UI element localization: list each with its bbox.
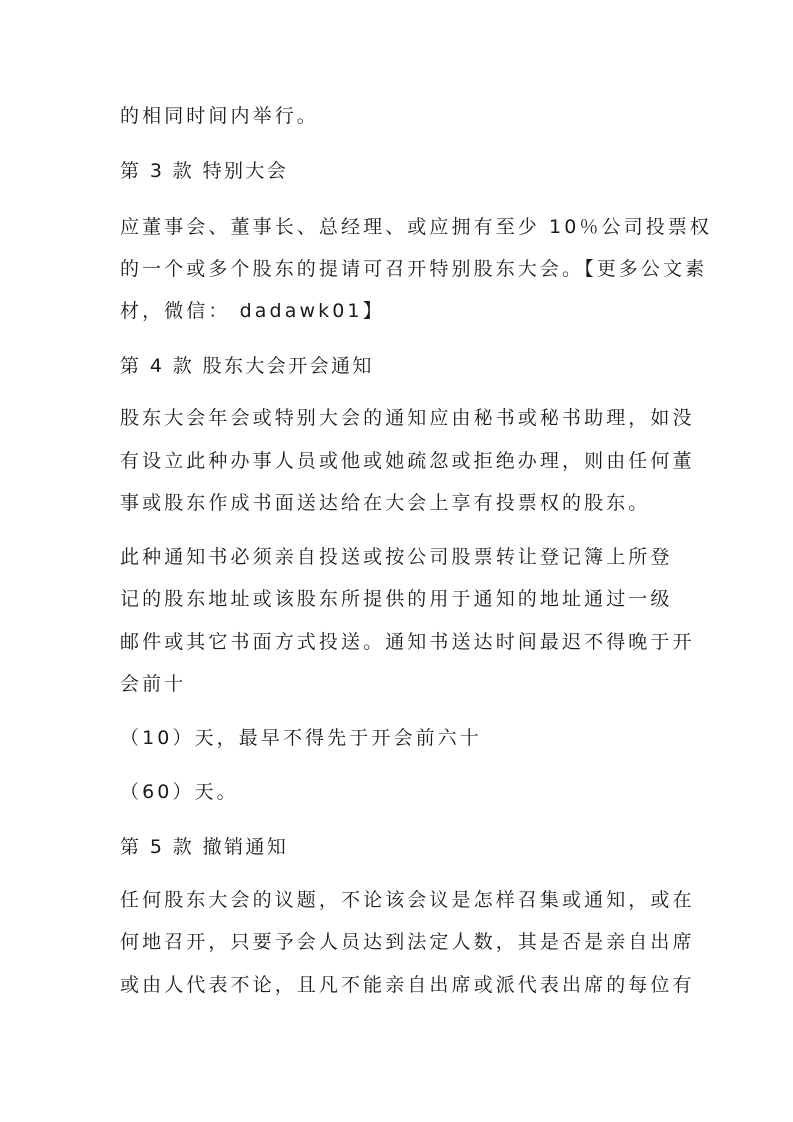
text-line: 何地召开，只要予会人员达到法定人数，其是否是亲自出席 xyxy=(120,931,695,953)
text-line: 应董事会、董事长、总经理、或应拥有至少 10％公司投票权 xyxy=(120,216,713,238)
text-line: 或由人代表不论，且凡不能亲自出席或派代表出席的每位有 xyxy=(120,974,695,996)
text-line: （10）天，最早不得先于开会前六十 xyxy=(120,727,482,749)
text-line: 股东大会年会或特别大会的通知应由秘书或秘书助理，如没 xyxy=(120,407,695,429)
text-line: 的相同时间内举行。 xyxy=(120,105,319,127)
section-heading-5: 第 5 款 撤销通知 xyxy=(120,836,289,858)
section-heading-4: 第 4 款 股东大会开会通知 xyxy=(120,355,374,377)
text-line: 邮件或其它书面方式投送。通知书送达时间最迟不得晚于开 xyxy=(120,631,695,653)
text-line: 此种通知书必须亲自投送或按公司股票转让登记簿上所登 xyxy=(120,546,673,568)
text-line: 的一个或多个股东的提请可召开特别股东大会。【更多公文素 xyxy=(120,258,708,280)
text-line: 记的股东地址或该股东所提供的用于通知的地址通过一级 xyxy=(120,588,673,610)
text-line: 有设立此种办事人员或他或她疏忽或拒绝办理，则由任何董 xyxy=(120,450,695,472)
text-line: 事或股东作成书面送达给在大会上享有投票权的股东。 xyxy=(120,492,651,514)
text-line: 任何股东大会的议题，不论该会议是怎样召集或通知，或在 xyxy=(120,889,695,911)
text-line: 材，微信： dadawk01】 xyxy=(120,300,385,322)
section-heading-3: 第 3 款 特别大会 xyxy=(120,160,289,182)
text-line: 会前十 xyxy=(120,673,187,695)
text-line: （60）天。 xyxy=(120,781,239,803)
